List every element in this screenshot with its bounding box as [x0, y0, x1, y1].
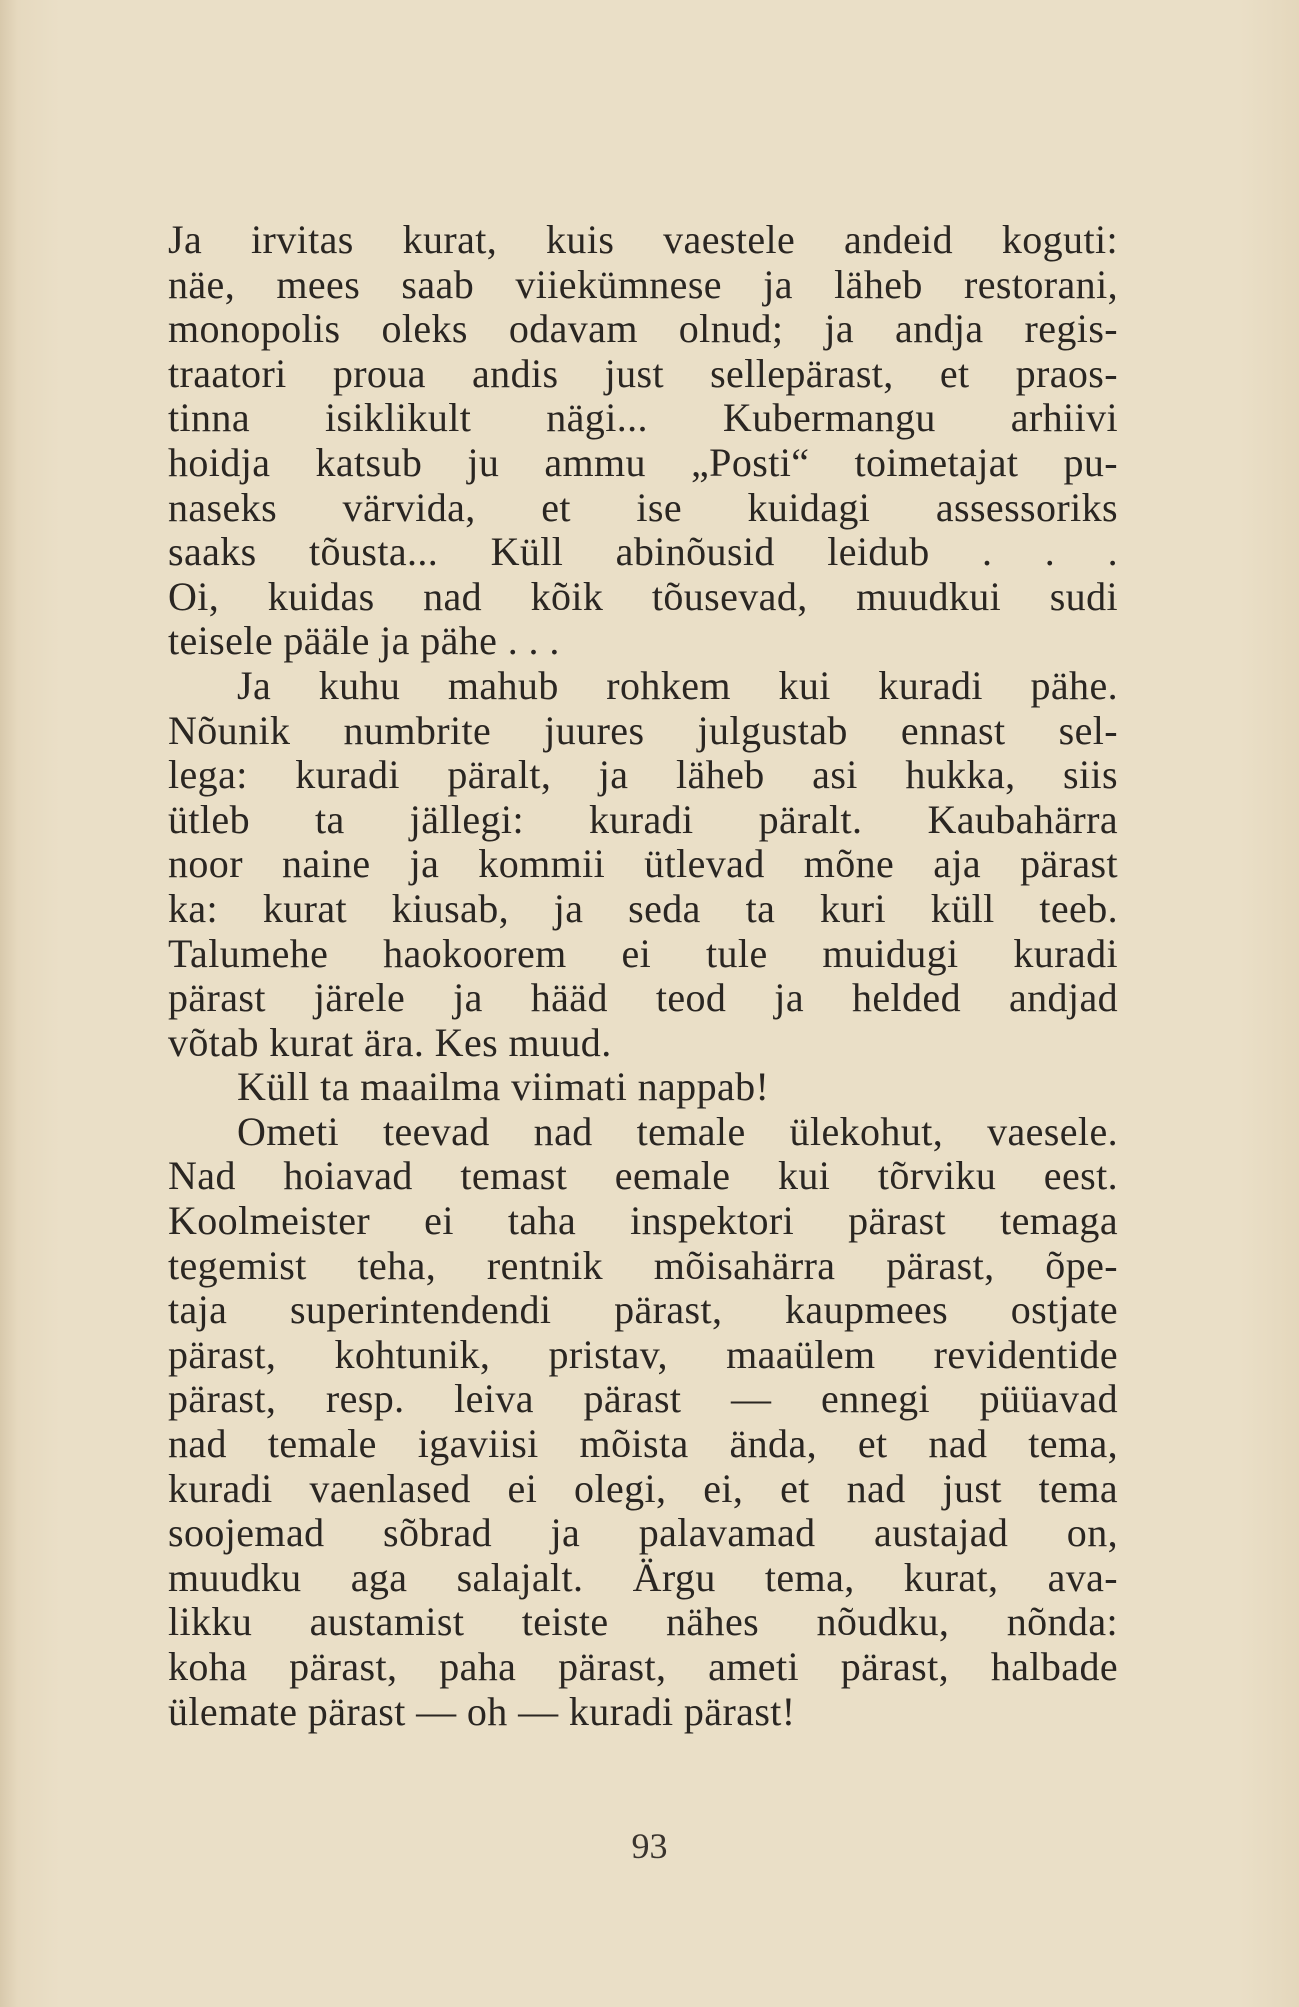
text-line: Oi, kuidas nad kõik tõusevad, muudkui sudi	[168, 573, 1118, 619]
text-line: Küll ta maailma viimati nappab!	[237, 1064, 770, 1110]
text-line: traatori proua andis just sellepärast, et praos-	[168, 350, 1118, 396]
text-line: monopolis oleks odavam olnud; ja andja regis-	[168, 306, 1118, 352]
text-line: kuradi vaenlased ei olegi, ei, et nad just tema	[168, 1465, 1118, 1511]
text-line: pärast, kohtunik, pristav, maaülem revidentide	[168, 1331, 1118, 1377]
text-line: võtab kurat ära. Kes muud.	[168, 1019, 612, 1065]
text-line: Nõunik numbrite juures julgustab ennast sel-	[168, 707, 1118, 753]
text-line: Koolmeister ei taha inspektori pärast temaga	[168, 1198, 1118, 1244]
text-line: saaks tõusta... Küll abinõusid leidub . . .	[168, 529, 1118, 575]
text-line: Ja irvitas kurat, kuis vaestele andeid koguti:	[168, 217, 1118, 262]
text-line: taja superintendendi pärast, kaupmees ostjate	[168, 1287, 1118, 1333]
text-line: soojemad sõbrad ja palavamad austajad on,	[168, 1510, 1118, 1556]
text-line: näe, mees saab viiekümnese ja läheb restorani,	[168, 261, 1118, 307]
text-line: muudku aga salajalt. Ärgu tema, kurat, ava-	[168, 1554, 1118, 1600]
text-line: Ja kuhu mahub rohkem kui kuradi pähe.	[237, 662, 1118, 708]
text-line: Ometi teevad nad temale ülekohut, vaesele.	[237, 1108, 1118, 1154]
text-line: ka: kurat kiusab, ja seda ta kuri küll teeb.	[168, 885, 1118, 931]
text-line: lega: kuradi päralt, ja läheb asi hukka, siis	[168, 752, 1118, 798]
text-line: tegemist teha, rentnik mõisahärra pärast, õpe-	[168, 1242, 1118, 1288]
text-line: pärast järele ja hääd teod ja helded andjad	[168, 975, 1118, 1021]
text-line: likku austamist teiste nähes nõudku, nõnda:	[168, 1599, 1118, 1645]
text-line: pärast, resp. leiva pärast — ennegi püüavad	[168, 1376, 1118, 1422]
text-line: teisele pääle ja pähe . . .	[168, 618, 560, 664]
text-line: ütleb ta jällegi: kuradi päralt. Kaubahärra	[168, 796, 1118, 842]
text-line: koha pärast, paha pärast, ameti pärast, halbade	[168, 1644, 1118, 1689]
text-line: Nad hoiavad temast eemale kui tõrviku eest.	[168, 1153, 1118, 1199]
text-line: noor naine ja kommii ütlevad mõne aja pärast	[168, 841, 1118, 887]
text-line: tinna isiklikult nägi... Kubermangu arhiivi	[168, 395, 1118, 441]
text-line: ülemate pärast — oh — kuradi pärast!	[168, 1688, 796, 1734]
text-line: Talumehe haokoorem ei tule muidugi kuradi	[168, 930, 1118, 976]
text-line: hoidja katsub ju ammu „Posti“ toimetajat pu-	[168, 439, 1118, 485]
page-number: 93	[631, 1826, 668, 1866]
body-text	[168, 218, 1118, 1734]
text-line: naseks värvida, et ise kuidagi assessoriks	[168, 484, 1118, 530]
text-line: nad temale igaviisi mõista ända, et nad tema,	[168, 1421, 1118, 1467]
